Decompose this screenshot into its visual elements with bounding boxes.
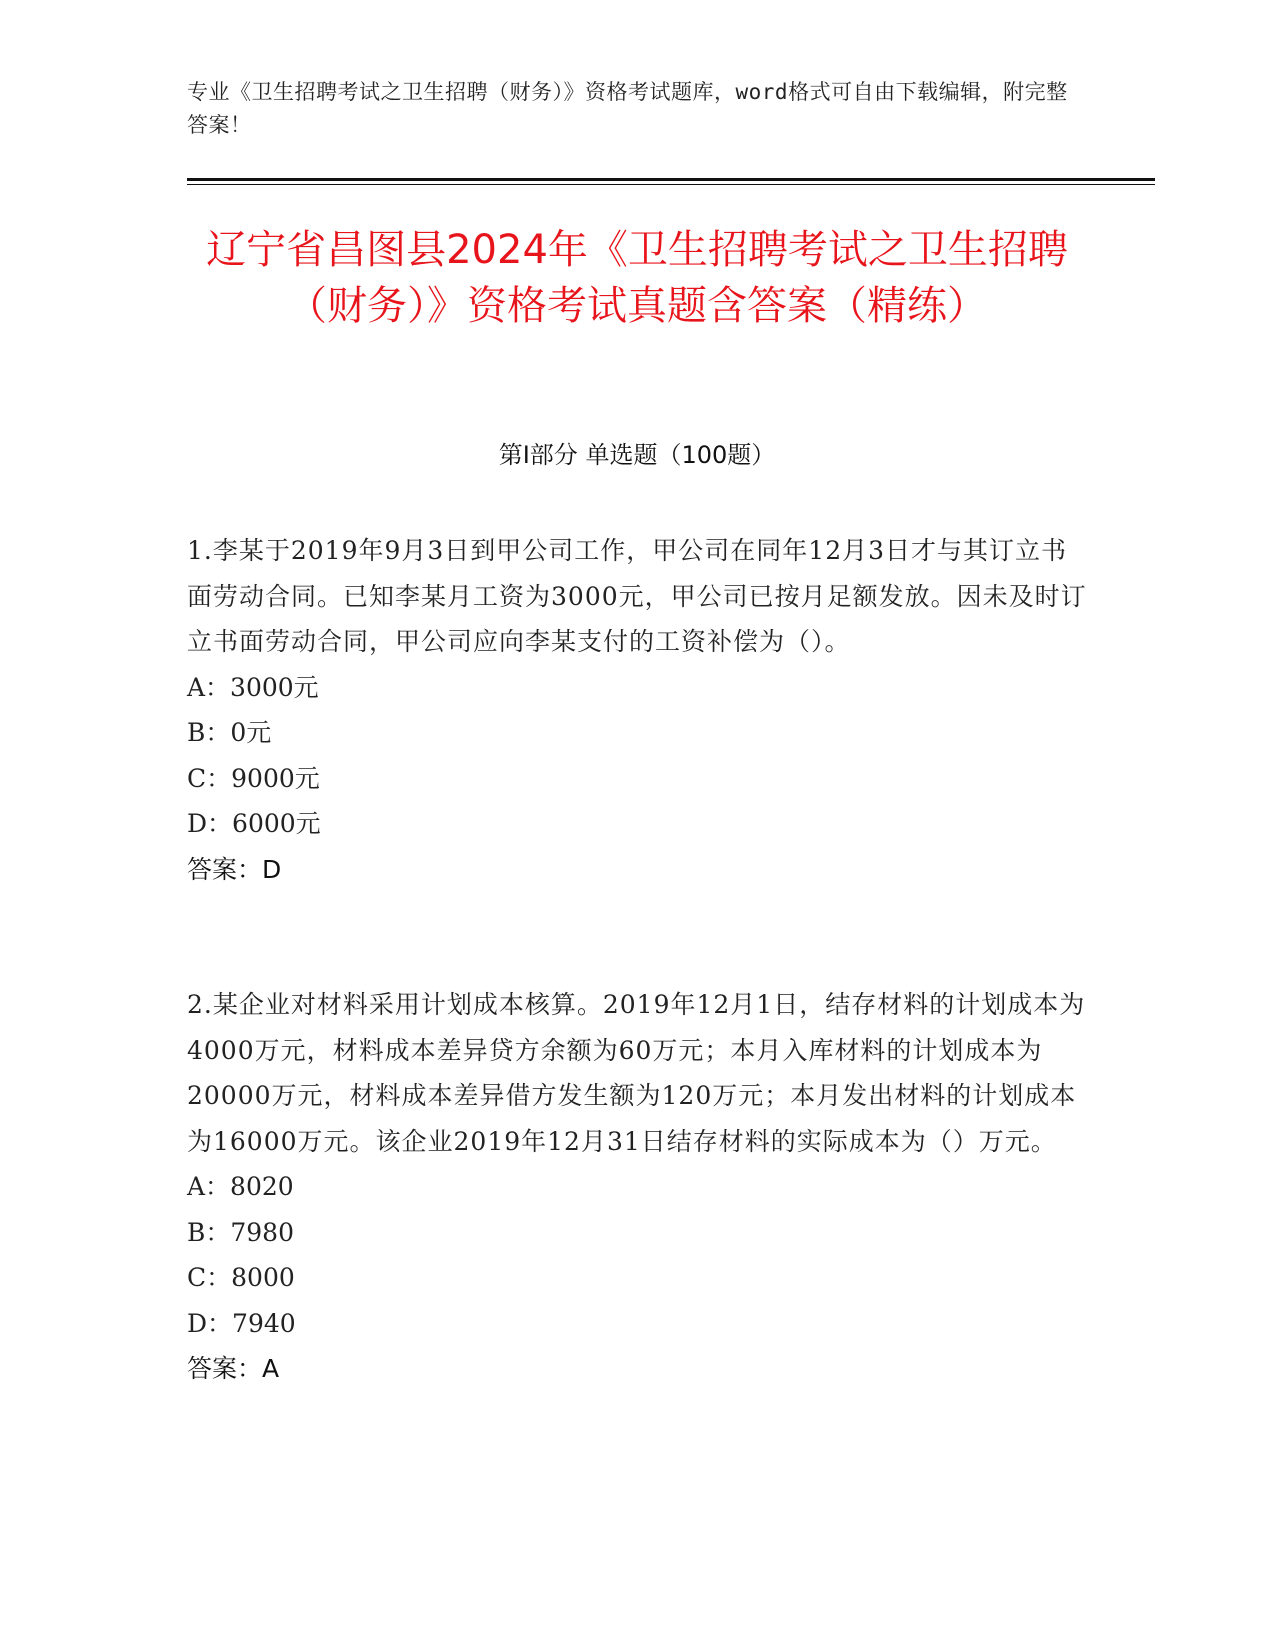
answer-line: 答案：D [187, 854, 282, 884]
option-a: A：8020 [187, 1172, 294, 1201]
option-d: D：7940 [187, 1308, 296, 1338]
document-title: 辽宁省昌图县2024年《卫生招聘考试之卫生招聘（财务）》资格考试真题含答案（精练） [206, 227, 1068, 329]
option-b: B：7980 [187, 1217, 294, 1247]
option-c: C：8000 [187, 1263, 295, 1292]
question-1 [187, 528, 1087, 892]
header-rule-thin [187, 184, 1155, 185]
option-a: A：3000元 [187, 672, 319, 702]
header-rule-thick [187, 178, 1155, 181]
option-d: D：6000元 [187, 809, 321, 838]
question-2 [187, 982, 1087, 1392]
option-c: C：9000元 [187, 763, 320, 793]
section-heading: 第I部分 单选题（100题） [498, 441, 776, 469]
question-stem: 1.李某于2019年9月3日到甲公司工作，甲公司在同年12月3日才与其订立书面劳动合同。已知李某月工资为3000元，甲公司已按月足额发放。因未及时订立书面劳动合同，甲公司应向李某支付的工资补偿为（）。 [187, 536, 1087, 656]
header-note: 专业《卫生招聘考试之卫生招聘（财务）》资格考试题库，word格式可自由下载编辑，附完整答案！ [187, 80, 1068, 137]
option-b: B：0元 [187, 718, 272, 747]
question-stem: 2.某企业对材料采用计划成本核算。2019年12月1日，结存材料的计划成本为4000万元，材料成本差异贷方余额为60万元；本月入库材料的计划成本为20000万元，材料成本差异借方发生额为120万元；本月发出材料的计划成本为16000万元。该企业2019年12月31日结存材料的实际成本为（）万元。 [187, 990, 1086, 1156]
answer-line: 答案：A [187, 1354, 280, 1383]
